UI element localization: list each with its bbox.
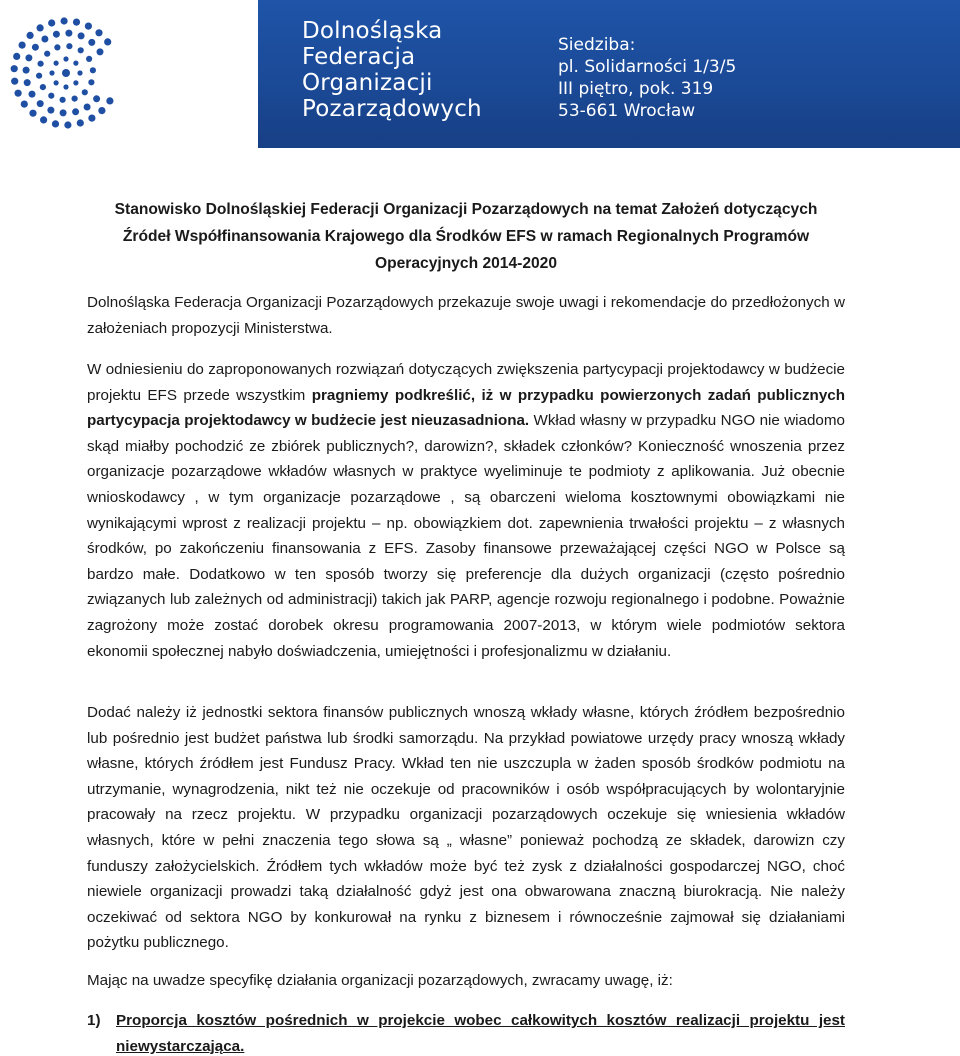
org-name-line: Organizacji xyxy=(302,70,433,96)
logo-dot xyxy=(73,19,80,26)
organization-name xyxy=(302,18,482,122)
letterhead-banner xyxy=(258,0,960,148)
headquarters-address xyxy=(558,34,736,122)
logo-dot xyxy=(88,39,95,46)
logo-dot xyxy=(73,61,78,66)
title-line: Źródeł Współfinansowania Krajowego dla Środków EFS w ramach Regionalnych Programów xyxy=(122,228,810,245)
document-title xyxy=(87,196,845,277)
paragraph-text: Wkład własny w przypadku NGO nie wiadomo skąd miałby pochodzić ze zbiórek publicznych?, darowizn?, składek członków? Konieczność wnoszenia przez organizacje pozarządowe wkładów własnych w praktyce wyeliminuje te podmioty z aplikowania. Już obecnie wnioskodawcy , w tym organizacje pozarządowe , są obarczeni wieloma kosztownymi obowiązkami nie wynikającymi wprost z realizacji projektu – np. obowiązkiem dot. zapewnienia trwałości projektu – z własnych środków, po zakończeniu finansowania z EFS. Zasoby finansowe przeważającej części NGO w Polsce są bardzo małe. Dodatkowo w ten sposób tworzy się preferencje dla dużych organizacji (często pośrednio związanych lub zależnych od administracji) takich jak PARP, agencje rozwoju regionalnego i podobne. Poważnie zagrożony może zostać dorobek okresu programowania 2007-2013, w którym wiele podmiotów sektora ekonomii społecznej nabyło doświadczenia, umiejętności i profesjonalizmu w działaniu. xyxy=(87,412,845,660)
logo-dot xyxy=(54,44,60,50)
list-item-number: 1) xyxy=(87,1012,101,1029)
logo-dot xyxy=(106,97,113,104)
logo-dot xyxy=(97,48,104,55)
public-sector-paragraph: Dodać należy iż jednostki sektora finansów publicznych wnoszą wkłady własne, których źródłem bezpośrednio lub pośrednio jest budżet państwa lub środki samorządu. Na przykład powiatowe urzędy pracy wnoszą wkłady własne, których źródłem jest Fundusz Pracy. Wkład ten nie uszczupla w żaden sposób środków podmiotu na utrzymanie, wynagrodzenia, nikt też nie oczekuje od pracowników i osób współpracujących by wolontaryjnie pracowały na rzecz projektu. W przypadku organizacji pozarządowych oczekuje się wniesienia wkładów własnych, które w pełni znaczenia tego słowa są „ własne” ponieważ pochodzą ze składek, darowizn czy funduszy założycielskich. Źródłem tych wkładów może być też zysk z działalności gospodarczej NGO, choć niewiele organizacji prowadzi taką działalność gdyż jest ona obwarowana znaczną biurokracją. Nie należy oczekiwać od sektora NGO by konkurował na rynku z biznesem i równocześnie zajmował się działaniami pożytku publicznego. xyxy=(87,704,845,952)
logo-dot xyxy=(23,67,30,74)
address-line: 53-661 Wrocław xyxy=(558,101,696,121)
title-line: Stanowisko Dolnośląskiej Federacji Organizacji Pozarządowych na temat Założeń dotyczących xyxy=(114,201,818,218)
logo-dot xyxy=(60,97,66,103)
logo-dot xyxy=(13,53,20,60)
logo-dot xyxy=(60,109,67,116)
logo-dot xyxy=(27,32,34,39)
logo-dot xyxy=(44,51,50,57)
logo-dot xyxy=(36,73,42,79)
logo-dot xyxy=(53,31,60,38)
logo-dot xyxy=(93,95,100,102)
logo-dot xyxy=(73,80,78,85)
logo-dot xyxy=(21,101,28,108)
logo-dot xyxy=(77,119,84,126)
logo-dot xyxy=(37,100,44,107)
logo-dot xyxy=(77,70,82,75)
logo-dot xyxy=(49,70,54,75)
address-line: III piętro, pok. 319 xyxy=(558,79,714,99)
logo-dot xyxy=(15,90,22,97)
paragraph-text: W odniesieniu do zaproponowanych rozwiązań dotyczących zwiększenia partycypacji projektodawcy w budżecie projektu EFS przede wszystkim xyxy=(87,361,845,404)
logo-dot xyxy=(32,44,39,51)
logo-dot xyxy=(54,80,59,85)
logo-dot xyxy=(63,84,68,89)
logo-dot xyxy=(72,108,79,115)
org-name-line: Dolnośląska xyxy=(302,18,443,44)
logo-dot xyxy=(84,104,91,111)
logo-dot xyxy=(38,61,44,67)
list-item-text: Proporcja kosztów pośrednich w projekcie wobec całkowitych kosztów realizacji projektu jest niewystarczająca. xyxy=(116,1012,845,1055)
logo-dot xyxy=(40,84,46,90)
logo-dot xyxy=(19,42,26,49)
logo-dot xyxy=(72,96,78,102)
logo-dot xyxy=(88,79,94,85)
logo-dot xyxy=(62,69,70,77)
logo-dot xyxy=(37,24,44,31)
logo-dot xyxy=(86,56,92,62)
logo-dot xyxy=(11,65,18,72)
list-intro-paragraph: Mając na uwadze specyfikę działania organizacji pozarządowych, zwracamy uwagę, iż: xyxy=(87,972,673,989)
logo-dot xyxy=(78,32,85,39)
logo-dot xyxy=(66,43,72,49)
logo-dot xyxy=(29,110,36,117)
logo-dot xyxy=(52,120,59,127)
logo-dot xyxy=(61,17,68,24)
logo-dot xyxy=(85,23,92,30)
logo-dot xyxy=(47,107,54,114)
emphasized-statement: pragniemy podkreślić, iż w przypadku powierzonych zadań publicznych partycypacja projektodawcy w budżecie jest nieuzasadniona. xyxy=(87,386,845,430)
logo-dot xyxy=(95,29,102,36)
federation-logo-icon xyxy=(6,14,126,132)
logo-dot xyxy=(104,38,111,45)
cofinancing-paragraph xyxy=(87,357,845,664)
logo-dot xyxy=(48,93,54,99)
logo-dot xyxy=(88,115,95,122)
logo-dot xyxy=(63,56,68,61)
logo-dot xyxy=(78,47,84,53)
logo-dot xyxy=(98,107,105,114)
logo-dot xyxy=(41,36,48,43)
logo-dot xyxy=(25,54,32,61)
title-line: Operacyjnych 2014-2020 xyxy=(374,255,558,272)
logo-dot xyxy=(54,61,59,66)
logo-dot xyxy=(48,19,55,26)
address-line: pl. Solidarności 1/3/5 xyxy=(558,57,737,77)
logo-dot xyxy=(90,67,96,73)
logo-dot xyxy=(24,79,31,86)
logo-dot xyxy=(82,89,88,95)
logo-dot xyxy=(65,30,72,37)
logo-dot xyxy=(40,116,47,123)
address-line: Siedziba: xyxy=(558,35,636,55)
org-name-line: Pozarządowych xyxy=(302,96,482,122)
intro-paragraph: Dolnośląska Federacja Organizacji Pozarządowych przekazuje swoje uwagi i rekomendacje do przedłożonych w założeniach propozycji Ministerstwa. xyxy=(87,294,845,337)
logo-dot xyxy=(64,121,71,128)
org-name-line: Federacja xyxy=(302,44,416,70)
logo-dot xyxy=(11,78,18,85)
letterhead xyxy=(0,0,960,148)
logo-dot xyxy=(29,91,36,98)
